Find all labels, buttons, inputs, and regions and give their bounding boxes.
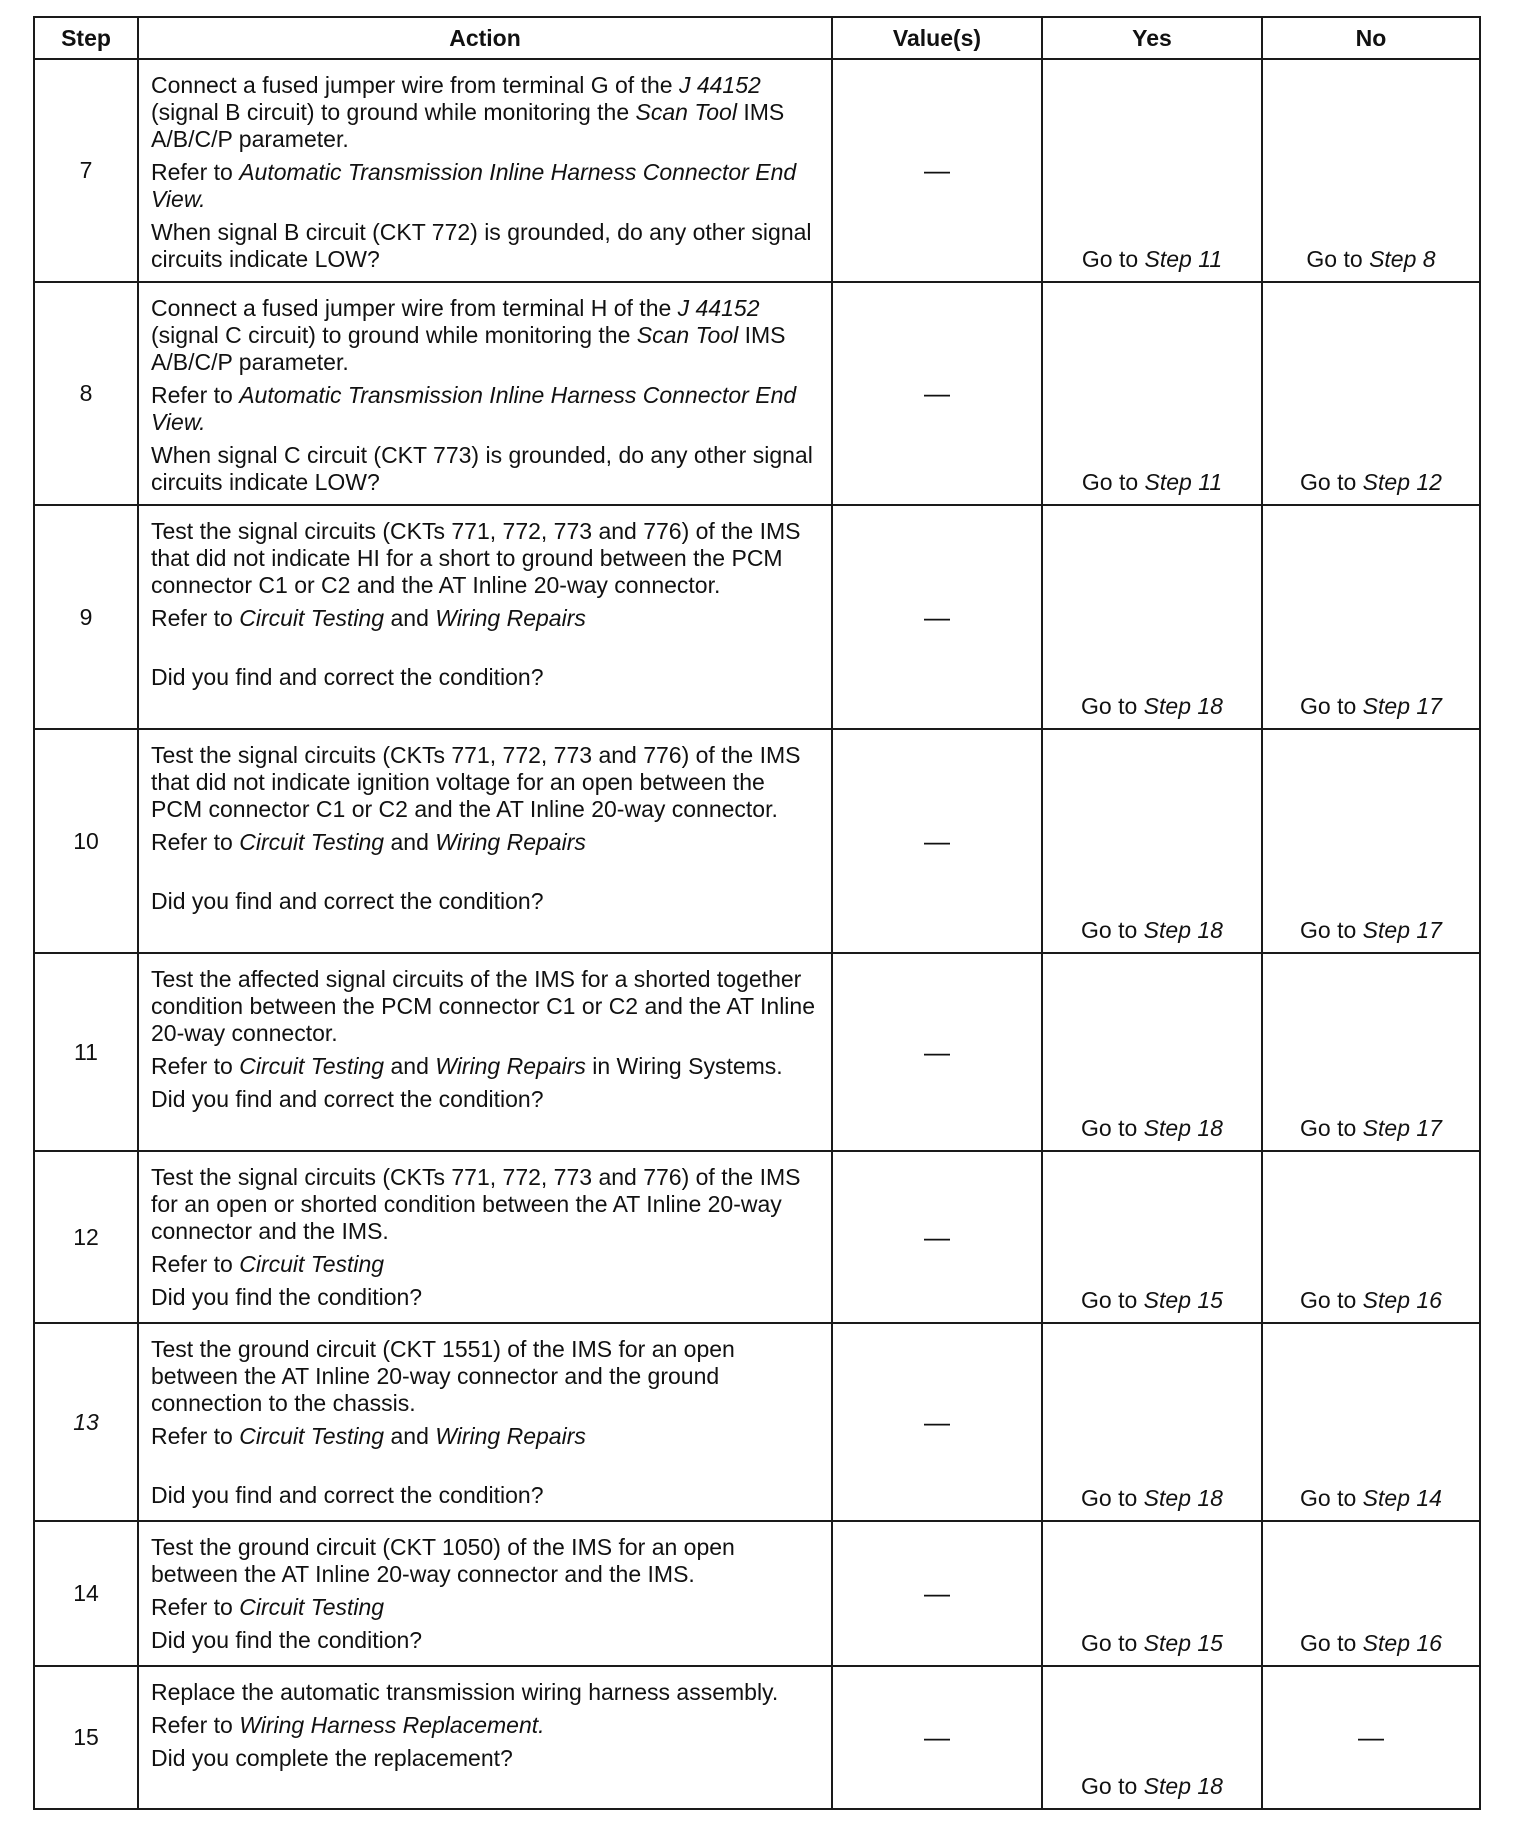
value-cell: — [832, 1323, 1042, 1521]
header-action: Action [138, 17, 832, 59]
action-question: Did you find the condition? [151, 1627, 423, 1653]
action-instruction: Replace the automatic transmission wiring harness assembly. [151, 1679, 779, 1705]
action-question: Did you find and correct the condition? [151, 1482, 544, 1508]
table-row [34, 1521, 1480, 1666]
value-cell: — [832, 1666, 1042, 1809]
table-row [34, 729, 1480, 953]
action-reference: Refer to Automatic Transmission Inline Harness Connector End View. [151, 159, 797, 212]
action-instruction: Test the ground circuit (CKT 1551) of the IMS for an open between the AT Inline 20-way connector and the ground connection to the chassis. [151, 1336, 735, 1416]
action-instruction: Connect a fused jumper wire from terminal H of the J 44152 (signal C circuit) to ground while monitoring the Scan Tool IMS A/B/C/P parameter. [151, 295, 786, 375]
action-question: Did you complete the replacement? [151, 1745, 513, 1771]
step-number: 7 [34, 59, 138, 282]
no-cell: — [1262, 1666, 1480, 1809]
action-reference: Refer to Wiring Harness Replacement. [151, 1712, 545, 1738]
action-reference: Refer to Automatic Transmission Inline Harness Connector End View. [151, 382, 797, 435]
action-question: Did you find and correct the condition? [151, 664, 544, 690]
table-row [34, 1323, 1480, 1521]
table-row [34, 1666, 1480, 1809]
action-cell [138, 729, 832, 953]
header-values: Value(s) [832, 17, 1042, 59]
header-no: No [1262, 17, 1480, 59]
table-row [34, 282, 1480, 505]
value-cell: — [832, 1521, 1042, 1666]
yes-cell: Go to Step 18 [1042, 729, 1262, 953]
no-cell: Go to Step 16 [1262, 1151, 1480, 1323]
step-number: 15 [34, 1666, 138, 1809]
step-number: 11 [34, 953, 138, 1151]
action-instruction: Test the signal circuits (CKTs 771, 772, 773 and 776) of the IMS for an open or shorted condition between the AT Inline 20-way connector and the IMS. [151, 1164, 801, 1244]
yes-cell: Go to Step 15 [1042, 1521, 1262, 1666]
value-cell: — [832, 505, 1042, 729]
yes-cell: Go to Step 11 [1042, 59, 1262, 282]
action-reference: Refer to Circuit Testing [151, 1594, 385, 1620]
action-cell [138, 282, 832, 505]
value-cell: — [832, 59, 1042, 282]
header-yes: Yes [1042, 17, 1262, 59]
action-cell [138, 505, 832, 729]
yes-cell: Go to Step 18 [1042, 505, 1262, 729]
value-cell: — [832, 953, 1042, 1151]
no-cell: Go to Step 14 [1262, 1323, 1480, 1521]
no-cell: Go to Step 17 [1262, 505, 1480, 729]
step-number: 12 [34, 1151, 138, 1323]
yes-cell: Go to Step 15 [1042, 1151, 1262, 1323]
table-row [34, 953, 1480, 1151]
action-question: Did you find and correct the condition? [151, 1086, 544, 1112]
step-number: 14 [34, 1521, 138, 1666]
action-cell [138, 953, 832, 1151]
action-question: Did you find and correct the condition? [151, 888, 544, 914]
diagnostic-table [33, 16, 1481, 1810]
yes-cell: Go to Step 18 [1042, 1323, 1262, 1521]
step-number: 8 [34, 282, 138, 505]
action-cell [138, 1323, 832, 1521]
yes-cell: Go to Step 18 [1042, 953, 1262, 1151]
header-row [34, 17, 1480, 59]
action-instruction: Test the signal circuits (CKTs 771, 772, 773 and 776) of the IMS that did not indicate ignition voltage for an open between the PCM connector C1 or C2 and the AT Inline 20-way connector. [151, 742, 801, 822]
yes-cell: Go to Step 18 [1042, 1666, 1262, 1809]
no-cell: Go to Step 8 [1262, 59, 1480, 282]
action-reference: Refer to Circuit Testing [151, 1251, 385, 1277]
no-cell: Go to Step 17 [1262, 729, 1480, 953]
action-instruction: Test the ground circuit (CKT 1050) of the IMS for an open between the AT Inline 20-way connector and the IMS. [151, 1534, 735, 1587]
action-reference: Refer to Circuit Testing and Wiring Repairs in Wiring Systems. [151, 1053, 783, 1079]
step-number: 10 [34, 729, 138, 953]
step-number: 9 [34, 505, 138, 729]
no-cell: Go to Step 16 [1262, 1521, 1480, 1666]
action-question: When signal C circuit (CKT 773) is grounded, do any other signal circuits indicate LOW? [151, 442, 813, 495]
action-cell [138, 1151, 832, 1323]
action-reference: Refer to Circuit Testing and Wiring Repairs [151, 829, 586, 855]
value-cell: — [832, 282, 1042, 505]
no-cell: Go to Step 17 [1262, 953, 1480, 1151]
value-cell: — [832, 1151, 1042, 1323]
table-row [34, 505, 1480, 729]
action-instruction: Connect a fused jumper wire from terminal G of the J 44152 (signal B circuit) to ground while monitoring the Scan Tool IMS A/B/C/P parameter. [151, 72, 785, 152]
table-row [34, 59, 1480, 282]
action-instruction: Test the signal circuits (CKTs 771, 772, 773 and 776) of the IMS that did not indicate HI for a short to ground between the PCM connector C1 or C2 and the AT Inline 20-way connector. [151, 518, 801, 598]
step-number: 13 [34, 1323, 138, 1521]
yes-cell: Go to Step 11 [1042, 282, 1262, 505]
action-question: Did you find the condition? [151, 1284, 423, 1310]
action-reference: Refer to Circuit Testing and Wiring Repairs [151, 1423, 586, 1449]
action-instruction: Test the affected signal circuits of the IMS for a shorted together condition between the PCM connector C1 or C2 and the AT Inline 20-way connector. [151, 966, 815, 1046]
action-cell [138, 1521, 832, 1666]
action-cell [138, 1666, 832, 1809]
action-cell [138, 59, 832, 282]
action-question: When signal B circuit (CKT 772) is grounded, do any other signal circuits indicate LOW? [151, 219, 812, 272]
action-reference: Refer to Circuit Testing and Wiring Repairs [151, 605, 586, 631]
value-cell: — [832, 729, 1042, 953]
table-row [34, 1151, 1480, 1323]
header-step: Step [34, 17, 138, 59]
no-cell: Go to Step 12 [1262, 282, 1480, 505]
